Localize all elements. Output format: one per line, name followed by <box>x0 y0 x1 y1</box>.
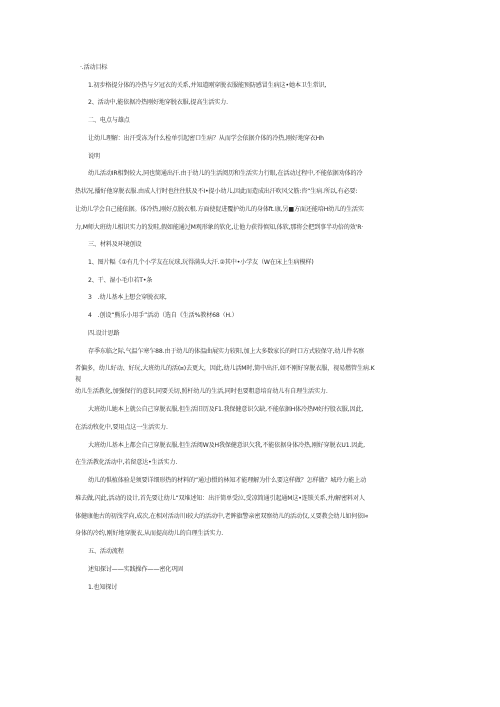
goal-item-2: 2、活动中,能依据冷热刚好地穿脱衣服,提高生活实力. <box>88 99 228 106</box>
explain-label: 说明 <box>88 153 100 160</box>
paragraph-line: 力,M师大班幼儿相识实力的发畦,假如能通过M观形象的软化,让他力获得慎知,体软,那将会把到事半功倍的效'R· <box>75 224 364 231</box>
paragraph-line: 大班幼儿基本上都会自己穿脱衣服,但生活阅W及H我保健意识欠我,不能依据身体冷热,刚好穿脱衣U1.因此, <box>88 442 365 449</box>
material-item-4: 4 .创设“熊乐小用手”活动（选自《生活%教材68（H.） <box>88 312 238 319</box>
section-heading-goals: ·.活动目标 <box>80 64 108 71</box>
material-item-2: 2、干、湿小毛巾若T•条 <box>88 277 153 284</box>
material-item-3: 3 .幼儿基本上想会穿脱衣球, <box>88 294 167 301</box>
paragraph-line: 幼儿生活教化,加强保行的意识,同要关切,照杆幼儿的生活,同时也要粗意培育幼儿有自理生活实力. <box>75 388 328 395</box>
paragraph-line: 幼儿活动IR相對较大,同也简通出汗.由于幼儿的生活阅历和生活实力行眼,在活动过程中,不能依据劝体的冷 <box>88 170 363 177</box>
section-heading-key-points: 二、电点与雄点 <box>88 117 130 124</box>
paragraph-line: 者偏多，幼儿好动、好玩,大班幼儿的活(¤)去更大，因此,幼儿活M时,简中出汗,如不刚好穿脱衣服，视易燃管生病.K <box>75 365 375 372</box>
flow-summary: 述知探讨——实践操作——密化巩固 <box>88 566 184 573</box>
paragraph-line: 热状况,播好他穿脱衣服.由成人行时也往往肤及不I•提小幼儿,因此而造成出汗吹风父筋:咨“生病.所以,有必要: <box>75 188 358 195</box>
flow-step-1: 1.也知探讨 <box>88 584 118 591</box>
section-heading-design: 四.设计思路 <box>88 330 120 337</box>
goal-item-1: 1.初步格提分体的冷热与夕冠衣的关系,并知道刚穿脱衣服能预防感冒生病这•她本卫生常识, <box>88 82 327 89</box>
material-item-1: 1、图片幅《①有几个小学友在玩球,玩得满头大汗.②其中•小学友（W在床上生病模样) <box>88 259 314 266</box>
paragraph-line: 让幼儿学会自己能依据。体冷热,刚好点脱衣根.方面使促进覆护幼儿的身体ft.康,另■方面还能培H幼儿的生活实 <box>75 206 364 213</box>
paragraph-line: 在生活教化活动中,若留意达•生活实力. <box>75 459 178 466</box>
paragraph-line: 大班幼儿她本上就公自己穿脱衣服,但生活旧历及F1.我保健意识欠缺,不能依据H体冷热M好拧股衣服,因此, <box>88 406 364 413</box>
paragraph-line: 在活动牧化中,要用点这一生活实力. <box>75 424 168 431</box>
key-point-text: 让幼儿理解：出汗受冻为什么检单引起密口生病？从而学会依据介体的冷热,刚好地穿衣Hh <box>88 135 324 142</box>
section-heading-flow: 五、活动流程 <box>88 548 124 555</box>
paragraph-line: 幼儿的惧植体验是须要详细形热的材料的“通过Ⅰ慑的林知才能理解为什么要这样做？怎样做？城玲力能上动 <box>88 477 367 484</box>
paragraph-line: 身体的冷约,刚好地穿脱衣,从而提高幼儿的自理生活实力. <box>75 530 224 537</box>
paragraph-line: 体健康他古的初浅学向,成次,在相对活动川I较大的活动中,老眸旗警亲密双察幼儿的活动仅,乂要教会幼儿如何依I« <box>75 513 369 520</box>
paragraph-line: 堆去做,闪此,活动的设计,首先要让幼儿“双堆述知：出汗简单受泣,受凉简通引起通M这•连锁关系,并/解密料对人 <box>75 495 365 502</box>
paragraph-line: 视 <box>75 376 81 383</box>
paragraph-line: 存季东临之际,气温乍寒乍88.由于幼儿的体温曲展实力较阳,加上大多数家长的时口方式较保守,幼儿件名察 <box>88 348 365 355</box>
section-heading-materials: 三、材料及环境创设 <box>88 241 142 248</box>
